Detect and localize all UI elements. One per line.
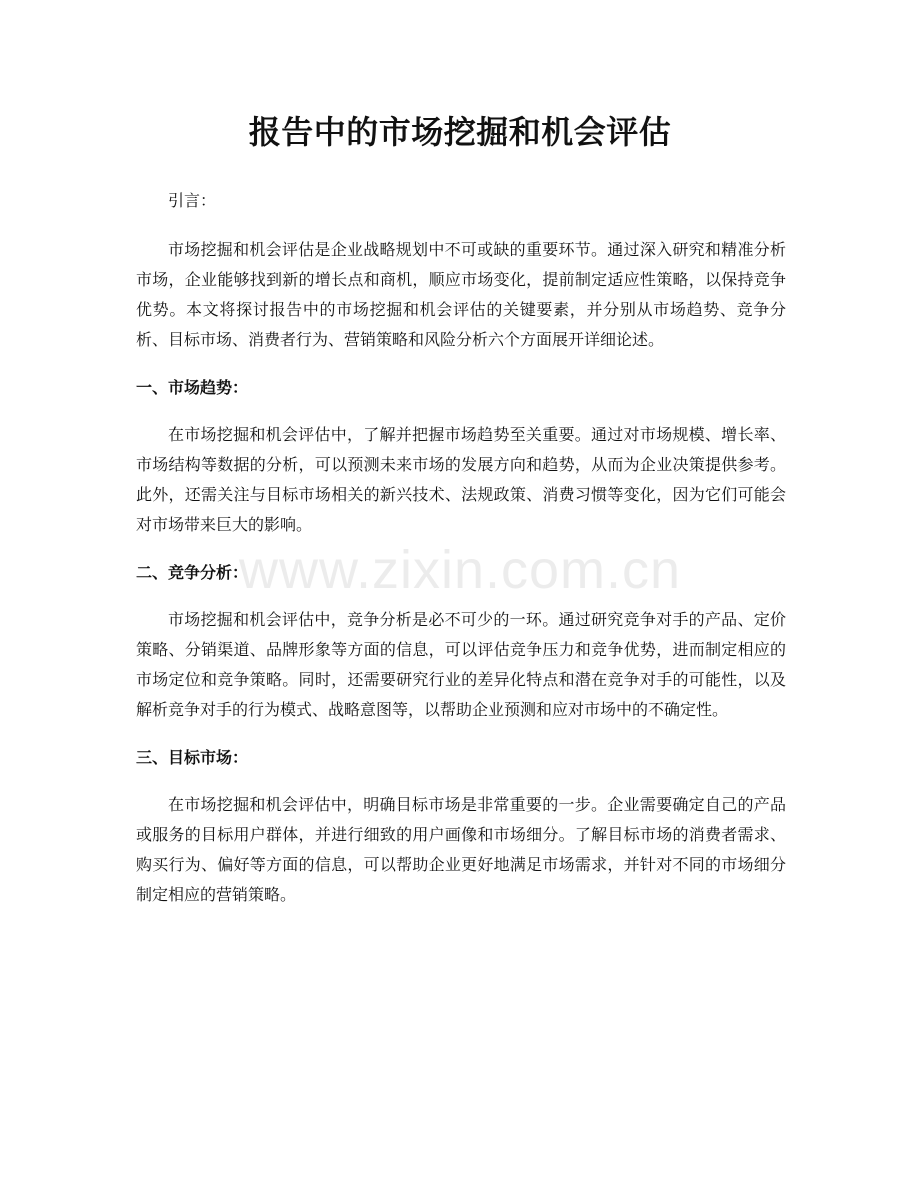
section-paragraph-target-market: 在市场挖掘和机会评估中，明确目标市场是非常重要的一步。企业需要确定自己的产品或服务的目标用户群体，并进行细致的用户画像和市场细分。了解目标市场的消费者需求、购买行为、偏好等方面的信息，可以帮助企业更好地满足市场需求，并针对不同的市场细分制定相应的营销策略。	[136, 795, 786, 904]
watermark-text: www.zixin.com.cn	[238, 540, 682, 600]
section-heading-target-market: 三、目标市场：	[136, 748, 249, 767]
section-paragraph-market-trends: 在市场挖掘和机会评估中，了解并把握市场趋势至关重要。通过对市场规模、增长率、市场结构等数据的分析，可以预测未来市场的发展方向和趋势，从而为企业决策提供参考。此外，还需关注与目标市场相关的新兴技术、法规政策、消费习惯等变化，因为它们可能会对市场带来巨大的影响。	[136, 425, 786, 534]
intro-paragraph: 市场挖掘和机会评估是企业战略规划中不可或缺的重要环节。通过深入研究和精准分析市场，企业能够找到新的增长点和商机，顺应市场变化，提前制定适应性策略，以保持竞争优势。本文将探讨报告中的市场挖掘和机会评估的关键要素，并分别从市场趋势、竞争分析、目标市场、消费者行为、营销策略和风险分析六个方面展开详细论述。	[136, 240, 786, 349]
document-title: 报告中的市场挖掘和机会评估	[248, 113, 672, 151]
intro-label: 引言：	[168, 191, 217, 210]
section-paragraph-competition-analysis: 市场挖掘和机会评估中，竞争分析是必不可少的一环。通过研究竞争对手的产品、定价策略、分销渠道、品牌形象等方面的信息，可以评估竞争压力和竞争优势，进而制定相应的市场定位和竞争策略。同时，还需要研究行业的差异化特点和潜在竞争对手的可能性，以及解析竞争对手的行为模式、战略意图等，以帮助企业预测和应对市场中的不确定性。	[136, 610, 786, 719]
section-heading-competition-analysis: 二、竞争分析：	[136, 563, 249, 582]
document-body	[136, 186, 786, 910]
section-heading-market-trends: 一、市场趋势：	[136, 378, 249, 397]
